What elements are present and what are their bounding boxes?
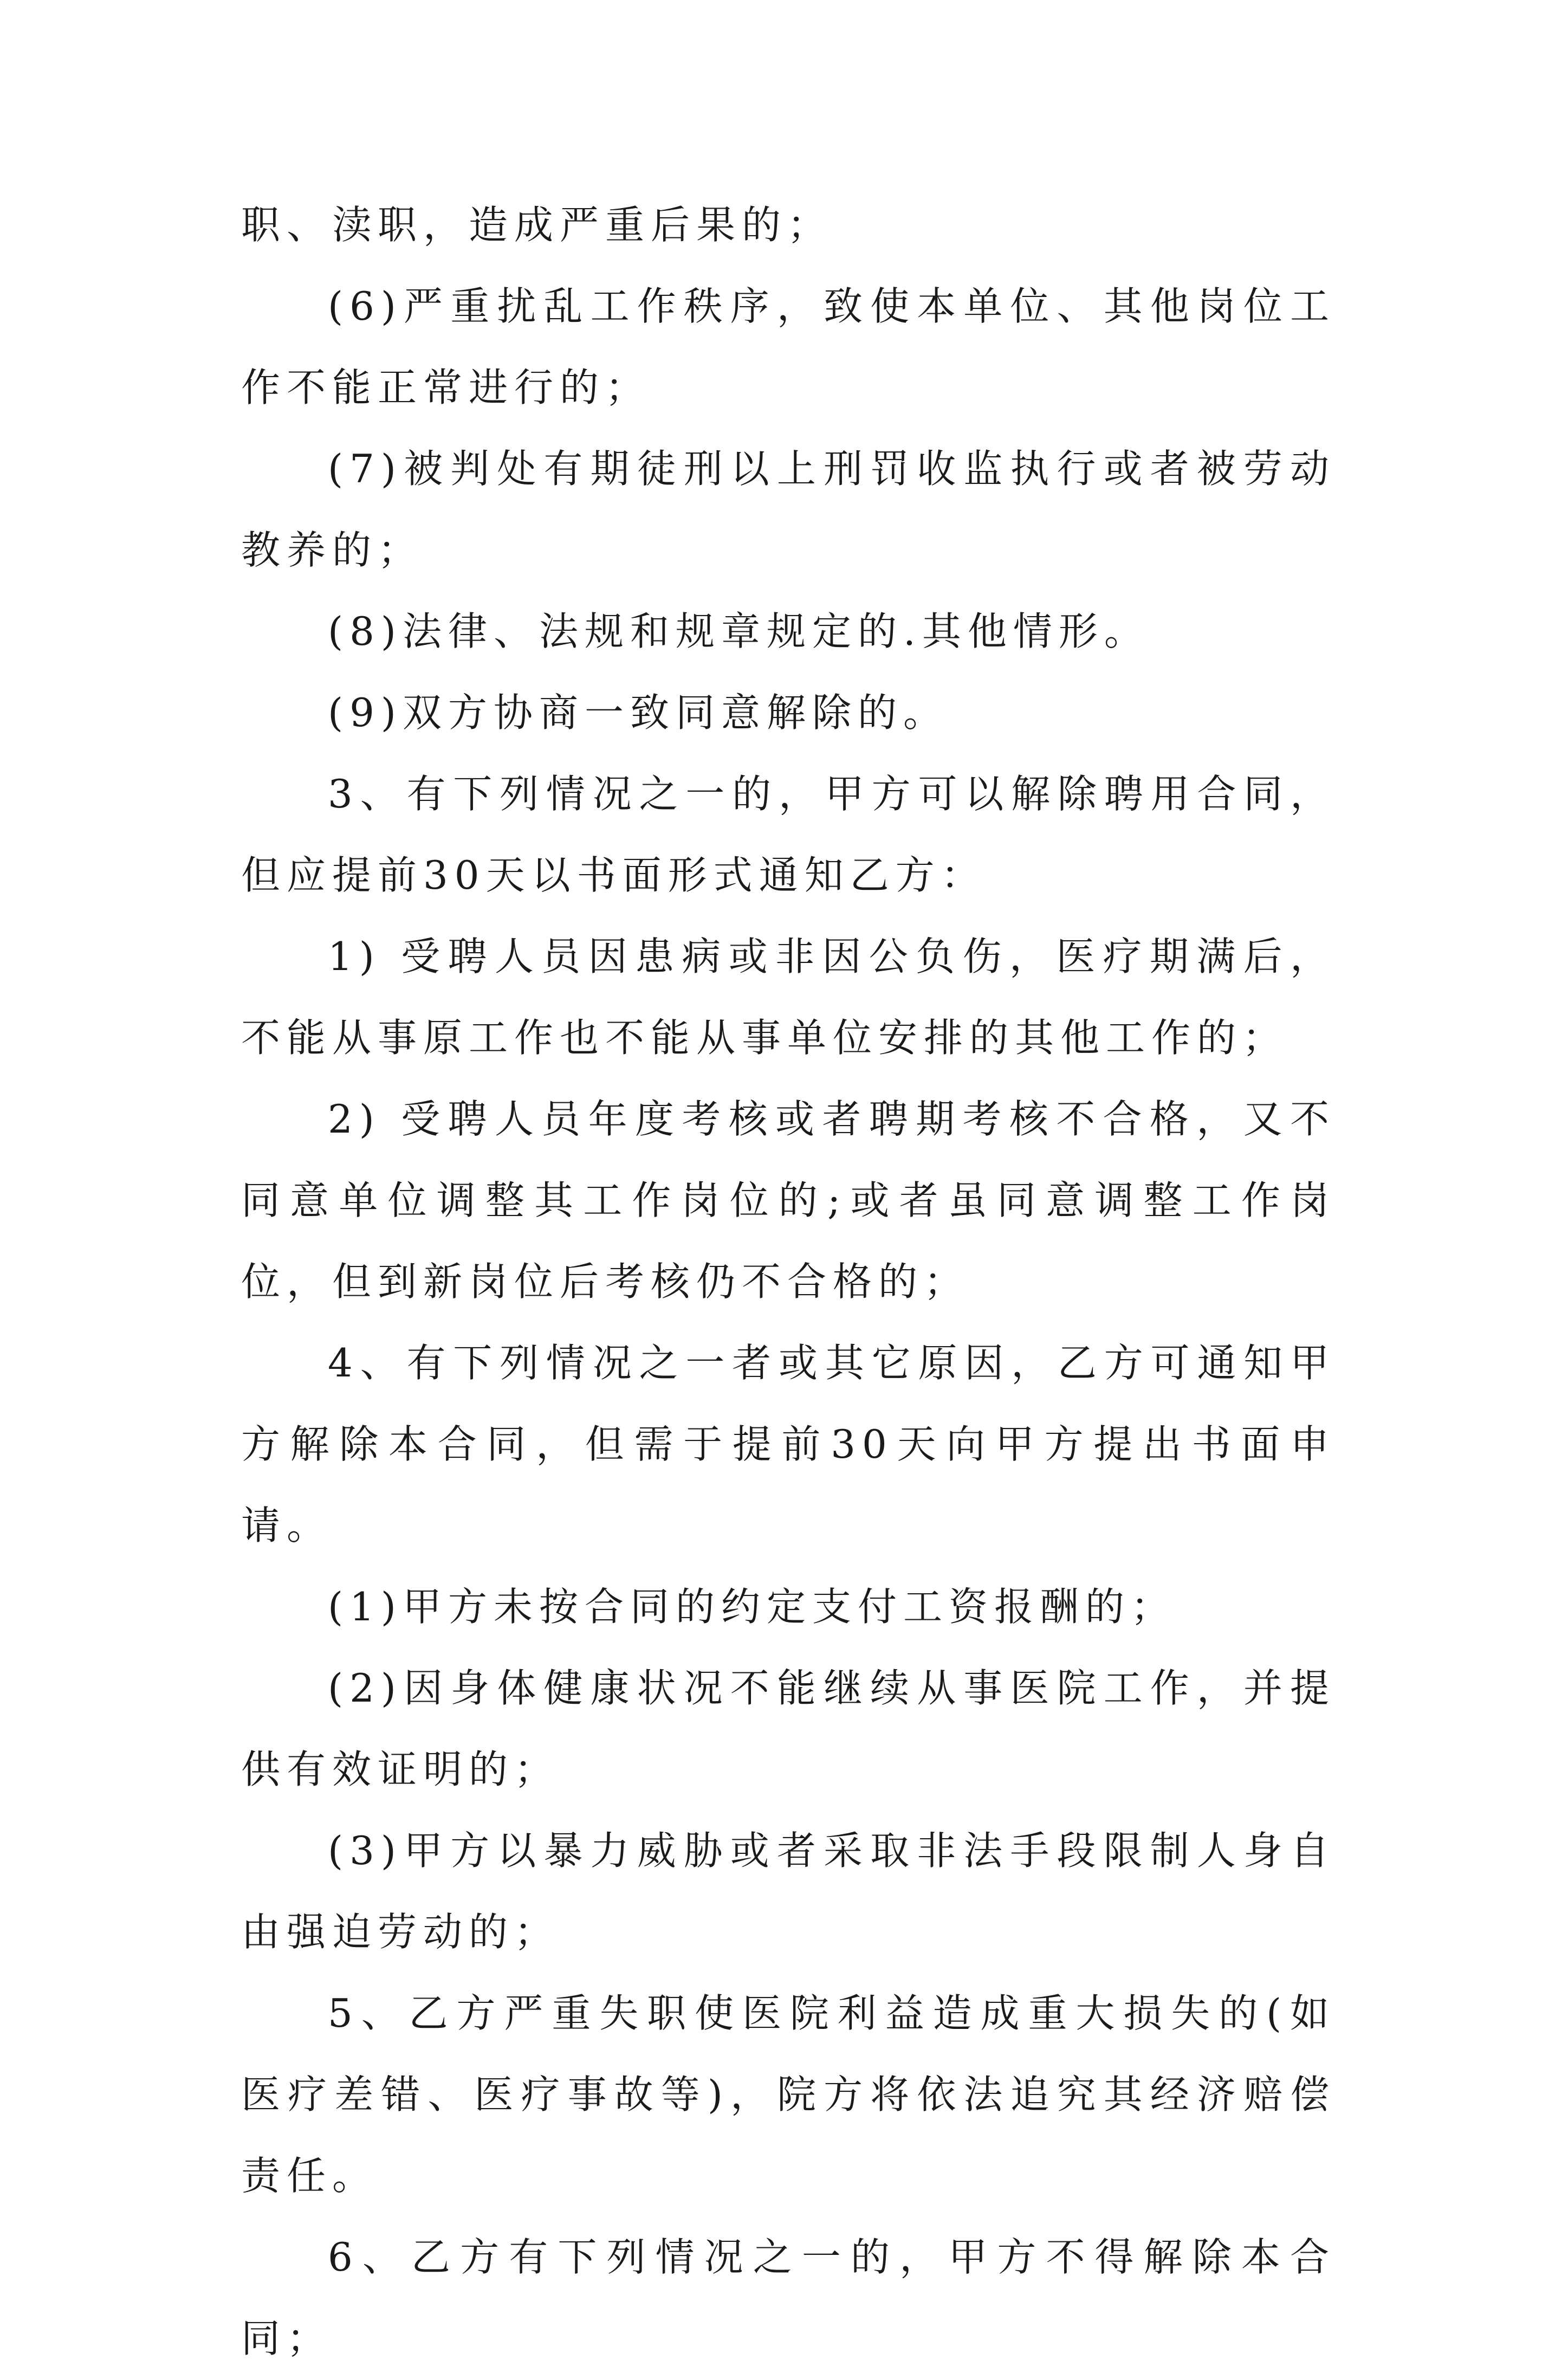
paragraph: (2)因身体健康状况不能继续从事医院工作，并提供有效证明的； [241, 1665, 1336, 1792]
paragraph: (7)被判处有期徒刑以上刑罚收监执行或者被劳动教养的； [241, 446, 1336, 573]
paragraph: 3、有下列情况之一的，甲方可以解除聘用合同，但应提前30天以书面形式通知乙方： [241, 771, 1336, 898]
paragraph: 1) 受聘人员因患病或非因公负伤，医疗期满后，不能从事原工作也不能从事单位安排的其他工作的； [241, 934, 1336, 1061]
document-body [241, 184, 1336, 2379]
paragraph: 职、渎职，造成严重后果的； [241, 202, 833, 248]
paragraph: (3)甲方以暴力威胁或者采取非法手段限制人身自由强迫劳动的； [241, 1828, 1336, 1955]
paragraph: (8)法律、法规和规章规定的.其他情形。 [328, 609, 1150, 654]
paragraph: (9)双方协商一致同意解除的。 [328, 690, 949, 735]
paragraph: (6)严重扰乱工作秩序，致使本单位、其他岗位工作不能正常进行的； [241, 283, 1336, 410]
paragraph: 2) 受聘人员年度考核或者聘期考核不合格，又不同意单位调整其工作岗位的;或者虽同意调整工作岗位，但到新岗位后考核仍不合格的； [241, 1096, 1336, 1304]
paragraph: 5、乙方严重失职使医院利益造成重大损失的(如医疗差错、医疗事故等)，院方将依法追究其经济赔偿责任。 [241, 1990, 1336, 2199]
paragraph: (1)甲方未按合同的约定支付工资报酬的； [328, 1584, 1176, 1630]
paragraph: 6、乙方有下列情况之一的，甲方不得解除本合同； [241, 2234, 1336, 2361]
paragraph: 4、有下列情况之一者或其它原因，乙方可通知甲方解除本合同，但需于提前30天向甲方提出书面申请。 [241, 1340, 1336, 1548]
